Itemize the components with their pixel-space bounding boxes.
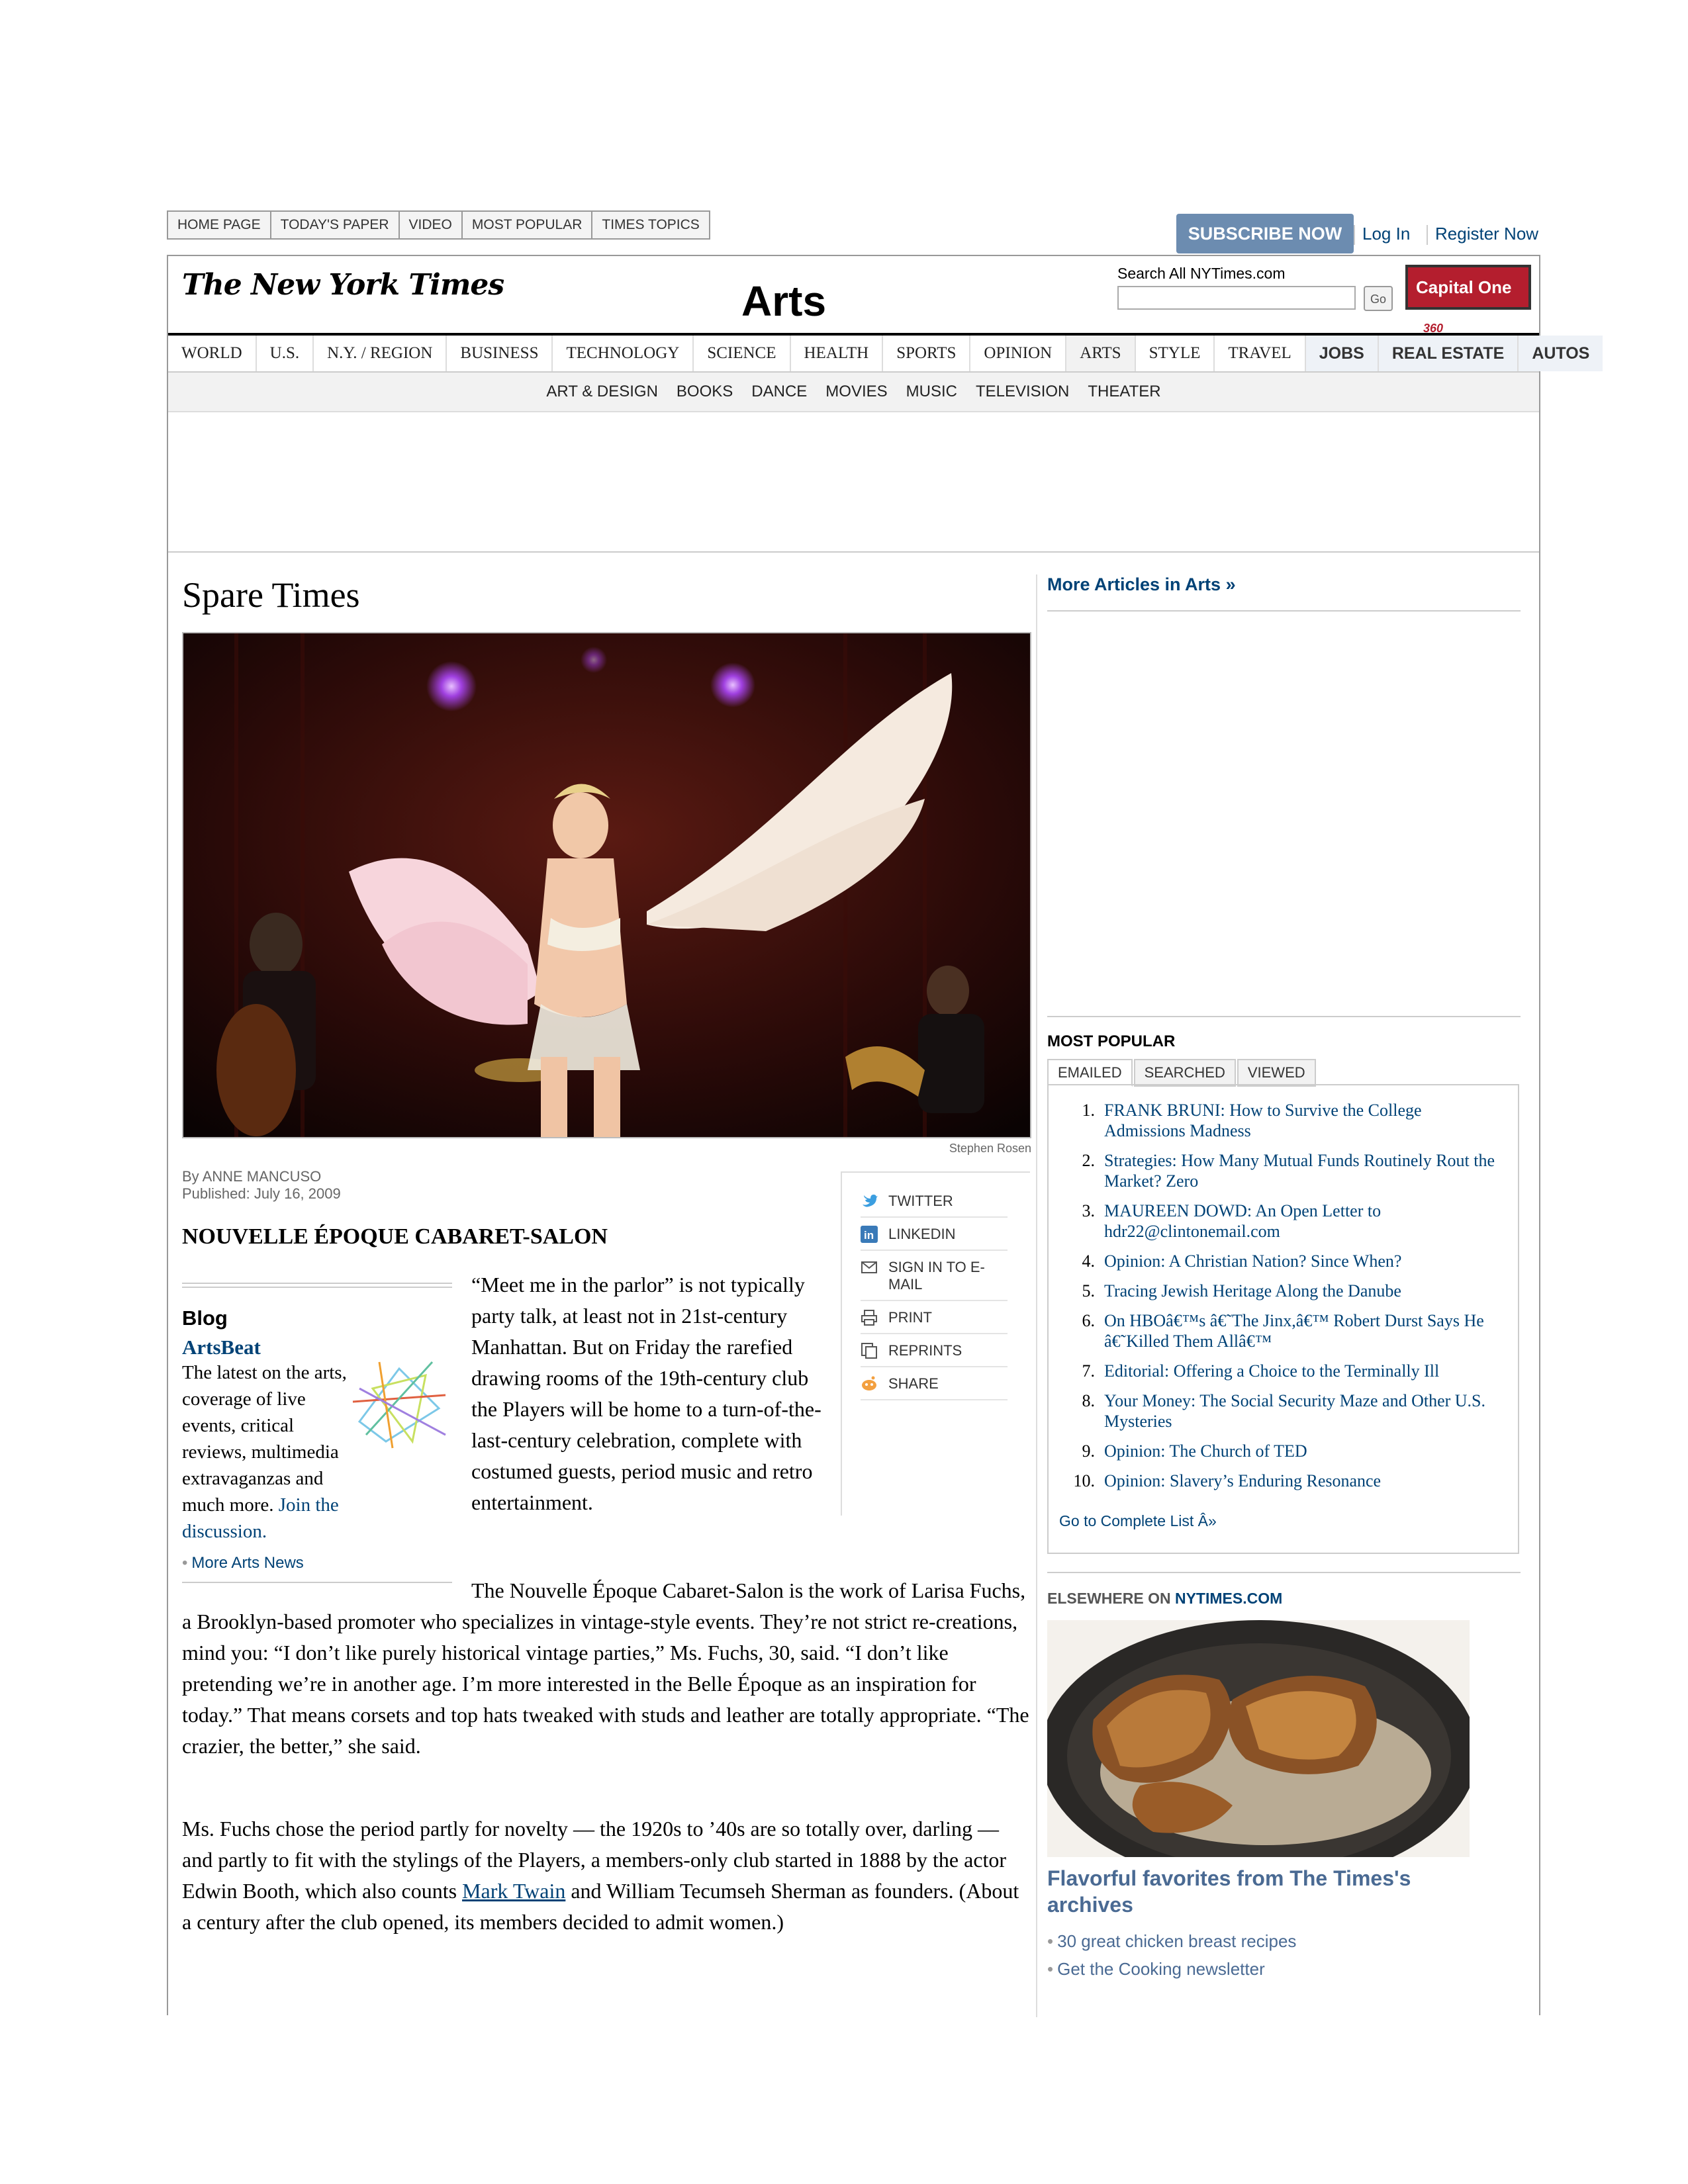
- reprints-icon: [861, 1342, 878, 1359]
- nav-science[interactable]: SCIENCE: [694, 336, 790, 371]
- bullet-icon: •: [1047, 1931, 1054, 1951]
- nav-travel[interactable]: TRAVEL: [1215, 336, 1305, 371]
- subscribe-button[interactable]: SUBSCRIBE NOW: [1176, 214, 1354, 253]
- elsewhere-prefix: ELSEWHERE ON: [1047, 1590, 1175, 1607]
- list-item: 2. Strategies: How Many Mutual Funds Routinely Rout the Market? Zero: [1068, 1150, 1505, 1191]
- nav-technology[interactable]: TECHNOLOGY: [553, 336, 694, 371]
- divider: [1047, 1572, 1521, 1573]
- subnav-books[interactable]: BOOKS: [676, 383, 733, 400]
- list-item: 5. Tracing Jewish Heritage Along the Danube: [1082, 1281, 1401, 1300]
- list-item: 8. Your Money: The Social Security Maze and Other U.S. Mysteries: [1068, 1390, 1505, 1432]
- nav-real-estate[interactable]: REAL ESTATE: [1379, 336, 1519, 371]
- divider: [182, 1283, 452, 1288]
- blog-label: Blog: [182, 1306, 228, 1330]
- promo-link-label: Get the Cooking newsletter: [1057, 1959, 1265, 1979]
- share-reprints-label: REPRINTS: [888, 1342, 962, 1359]
- sponsor-badge: 360: [1419, 317, 1448, 340]
- topnav-video[interactable]: VIDEO: [400, 212, 463, 238]
- most-popular-tabs: [1047, 1059, 1317, 1087]
- article-paragraph-2: The Nouvelle Époque Cabaret-Salon is the work of Larisa Fuchs, a Brooklyn-based promoter who specializes in vintage-style events. They’re not strict re-creations, mind you: “I don’t like purely historical vintage parties,” Ms. Fuchs, 30, said. “I don’t like pretending we’re in another age. I’m more interested in the Belle Époque as an inspiration for today.” That means corsets and top hats tweaked with studs and leather are totally appropriate. “The crazier, the better,” she said.: [182, 1578, 1029, 1758]
- para3-text-b: and William Tecumseh Sherman as founders. (About a century after the club opened, its members decided to admit women.): [182, 1879, 1019, 1934]
- article-headline: NOUVELLE ÉPOQUE CABARET-SALON: [182, 1224, 608, 1249]
- share-reprints[interactable]: [861, 1337, 1008, 1367]
- list-item: 9. Opinion: The Church of TED: [1082, 1441, 1307, 1461]
- main-nav: [168, 333, 1590, 373]
- list-item: 7. Editorial: Offering a Choice to the Terminally Ill: [1082, 1361, 1440, 1381]
- share-email-label: SIGN IN TO E-MAIL: [888, 1259, 985, 1293]
- photo-credit: Stephen Rosen: [949, 1142, 1031, 1155]
- most-popular-link[interactable]: Your Money: The Social Security Maze and Other U.S. Mysteries: [1104, 1391, 1486, 1431]
- subnav-music[interactable]: MUSIC: [906, 383, 957, 400]
- nav-opinion[interactable]: OPINION: [970, 336, 1066, 371]
- blog-desc-text: The latest on the arts, coverage of live events, critical reviews, multimedia extravaganzas and much more.: [182, 1362, 347, 1516]
- complete-list-link[interactable]: Go to Complete List Â»: [1059, 1512, 1217, 1529]
- blog-description: [182, 1359, 348, 1545]
- most-popular-link[interactable]: Opinion: Slavery’s Enduring Resonance: [1104, 1471, 1382, 1490]
- nav-sports[interactable]: SPORTS: [883, 336, 970, 371]
- sponsor-ad[interactable]: [1405, 265, 1531, 336]
- share-icon: [861, 1375, 878, 1392]
- join-discussion-link[interactable]: Join the discussion.: [182, 1494, 339, 1542]
- tab-emailed[interactable]: EMAILED: [1047, 1059, 1133, 1087]
- most-popular-link[interactable]: Tracing Jewish Heritage Along the Danube: [1104, 1281, 1401, 1300]
- top-nav: [167, 210, 710, 240]
- subnav-movies[interactable]: MOVIES: [825, 383, 888, 400]
- promo-headline-link[interactable]: Flavorful favorites from The Times's archives: [1047, 1866, 1411, 1917]
- article-paragraph-1: “Meet me in the parlor” is not typically party talk, at least not in 21st-century Manhattan. But on Friday the rarefied drawing rooms of the 19th-century club the Players will be home to a turn-of-the-last-century celebration, complete with costumed guests, period music and retro entertainment.: [471, 1273, 821, 1514]
- topnav-home[interactable]: HOME PAGE: [168, 212, 271, 238]
- twitter-icon: [861, 1193, 878, 1210]
- nav-arts[interactable]: ARTS: [1066, 336, 1135, 371]
- subnav-art-design[interactable]: ART & DESIGN: [546, 383, 658, 400]
- ad-divider: [168, 551, 1539, 553]
- tab-viewed[interactable]: VIEWED: [1237, 1059, 1316, 1087]
- author: By ANNE MANCUSO: [182, 1168, 322, 1185]
- blog-name-link[interactable]: ArtsBeat: [182, 1336, 261, 1359]
- share-more-label: SHARE: [888, 1375, 939, 1392]
- artsbeat-logo: [346, 1349, 452, 1455]
- list-item: 6. On HBOâ€™s â€˜The Jinx,â€™ Robert Durst Says He â€˜Killed Them Allâ€™: [1068, 1310, 1505, 1351]
- publish-date: Published: July 16, 2009: [182, 1185, 341, 1202]
- promo-photo[interactable]: [1047, 1620, 1470, 1857]
- linkedin-icon: [861, 1226, 878, 1243]
- search-label: Search All NYTimes.com: [1117, 265, 1286, 282]
- subnav-television[interactable]: TELEVISION: [975, 383, 1070, 400]
- most-popular-list: [1068, 1100, 1505, 1500]
- tab-searched[interactable]: SEARCHED: [1134, 1059, 1236, 1087]
- share-print[interactable]: [861, 1304, 1008, 1334]
- divider: [1427, 225, 1428, 245]
- list-item: 3. MAUREEN DOWD: An Open Letter to hdr22@clintonemail.com: [1068, 1201, 1505, 1242]
- mark-twain-link[interactable]: Mark Twain: [462, 1879, 566, 1903]
- divider: [1047, 610, 1521, 612]
- most-popular-link[interactable]: Opinion: The Church of TED: [1104, 1441, 1307, 1461]
- byline: [182, 1168, 341, 1203]
- nav-health[interactable]: HEALTH: [791, 336, 884, 371]
- list-item: 1. FRANK BRUNI: How to Survive the College Admissions Madness: [1068, 1100, 1505, 1141]
- most-popular-link[interactable]: Editorial: Offering a Choice to the Terminally Ill: [1104, 1361, 1440, 1381]
- most-popular-box: [1047, 1084, 1519, 1554]
- share-print-label: PRINT: [888, 1309, 932, 1326]
- section-title: Arts: [741, 277, 827, 325]
- sub-nav: [168, 373, 1539, 412]
- cabaret-dancer-image: [183, 633, 1031, 1138]
- promo-link[interactable]: [1047, 1955, 1296, 1983]
- para3-text-a: Ms. Fuchs chose the period partly for novelty — the 1920s to ’40s are so totally over, darling — and partly to fit with the stylings of the Players, a members-only club started in 1888 by the actor Edwin Booth, which also counts: [182, 1817, 1007, 1903]
- print-icon: [861, 1309, 878, 1326]
- bullet-icon: •: [182, 1554, 188, 1572]
- sponsor-name: Capital One: [1416, 277, 1512, 297]
- share-email[interactable]: [861, 1253, 1008, 1301]
- most-popular-link[interactable]: MAUREEN DOWD: An Open Letter to hdr22@clintonemail.com: [1104, 1201, 1382, 1241]
- column-divider: [1036, 574, 1037, 2017]
- topnav-todays-paper[interactable]: TODAY'S PAPER: [271, 212, 400, 238]
- list-item: 4. Opinion: A Christian Nation? Since When?: [1082, 1251, 1402, 1271]
- hero-photo[interactable]: [182, 632, 1031, 1138]
- nav-ny-region[interactable]: N.Y. / REGION: [314, 336, 447, 371]
- elsewhere-label: [1047, 1590, 1282, 1608]
- search-input[interactable]: [1117, 286, 1356, 310]
- share-linkedin[interactable]: [861, 1220, 1008, 1251]
- divider: [1047, 1016, 1521, 1017]
- article-kicker: Spare Times: [182, 575, 360, 615]
- nav-autos[interactable]: AUTOS: [1519, 336, 1603, 371]
- share-linkedin-label: LINKEDIN: [888, 1226, 956, 1242]
- more-arts-news-label: More Arts News: [191, 1554, 304, 1572]
- search-go-button[interactable]: Go: [1364, 286, 1393, 311]
- most-popular-link[interactable]: Opinion: A Christian Nation? Since When?: [1104, 1251, 1402, 1271]
- roast-chicken-image: [1047, 1620, 1470, 1857]
- nav-jobs[interactable]: JOBS: [1306, 336, 1379, 371]
- most-popular-link[interactable]: Strategies: How Many Mutual Funds Routinely Rout the Market? Zero: [1104, 1151, 1495, 1191]
- subnav-theater[interactable]: THEATER: [1088, 383, 1161, 400]
- bullet-icon: •: [1047, 1959, 1054, 1979]
- nav-business[interactable]: BUSINESS: [447, 336, 553, 371]
- blog-box: [182, 1283, 452, 1583]
- register-link[interactable]: Register Now: [1435, 224, 1539, 244]
- nav-world[interactable]: WORLD: [168, 336, 257, 371]
- most-popular-title: MOST POPULAR: [1047, 1032, 1176, 1050]
- login-link[interactable]: Log In: [1362, 224, 1411, 244]
- most-popular-link[interactable]: On HBOâ€™s â€˜The Jinx,â€™ Robert Durst Says He â€˜Killed Them Allâ€™: [1104, 1311, 1484, 1351]
- share-more[interactable]: [861, 1370, 1008, 1400]
- promo-link[interactable]: [1047, 1927, 1296, 1955]
- subnav-dance[interactable]: DANCE: [751, 383, 808, 400]
- share-tools: [841, 1171, 1030, 1516]
- nav-us[interactable]: U.S.: [257, 336, 314, 371]
- topnav-times-topics[interactable]: TIMES TOPICS: [602, 217, 700, 232]
- article-paragraph-3: [182, 1813, 1031, 1938]
- share-twitter-label: TWITTER: [888, 1193, 953, 1209]
- svg-text:in: in: [864, 1229, 874, 1242]
- topnav-most-popular[interactable]: MOST POPULAR: [463, 212, 592, 238]
- email-icon: [861, 1259, 878, 1276]
- site-logo[interactable]: The New York Times: [182, 268, 504, 302]
- most-popular-link[interactable]: FRANK BRUNI: How to Survive the College Admissions Madness: [1104, 1101, 1422, 1140]
- promo-links: [1047, 1927, 1296, 1983]
- elsewhere-site-link[interactable]: NYTIMES.COM: [1174, 1590, 1283, 1607]
- share-twitter[interactable]: [861, 1187, 1008, 1218]
- more-articles-link[interactable]: More Articles in Arts »: [1047, 574, 1236, 594]
- divider: [1354, 225, 1355, 245]
- promo-link-label: 30 great chicken breast recipes: [1057, 1931, 1297, 1951]
- nav-style[interactable]: STYLE: [1136, 336, 1215, 371]
- list-item: 10. Opinion: Slavery’s Enduring Resonance: [1073, 1471, 1382, 1490]
